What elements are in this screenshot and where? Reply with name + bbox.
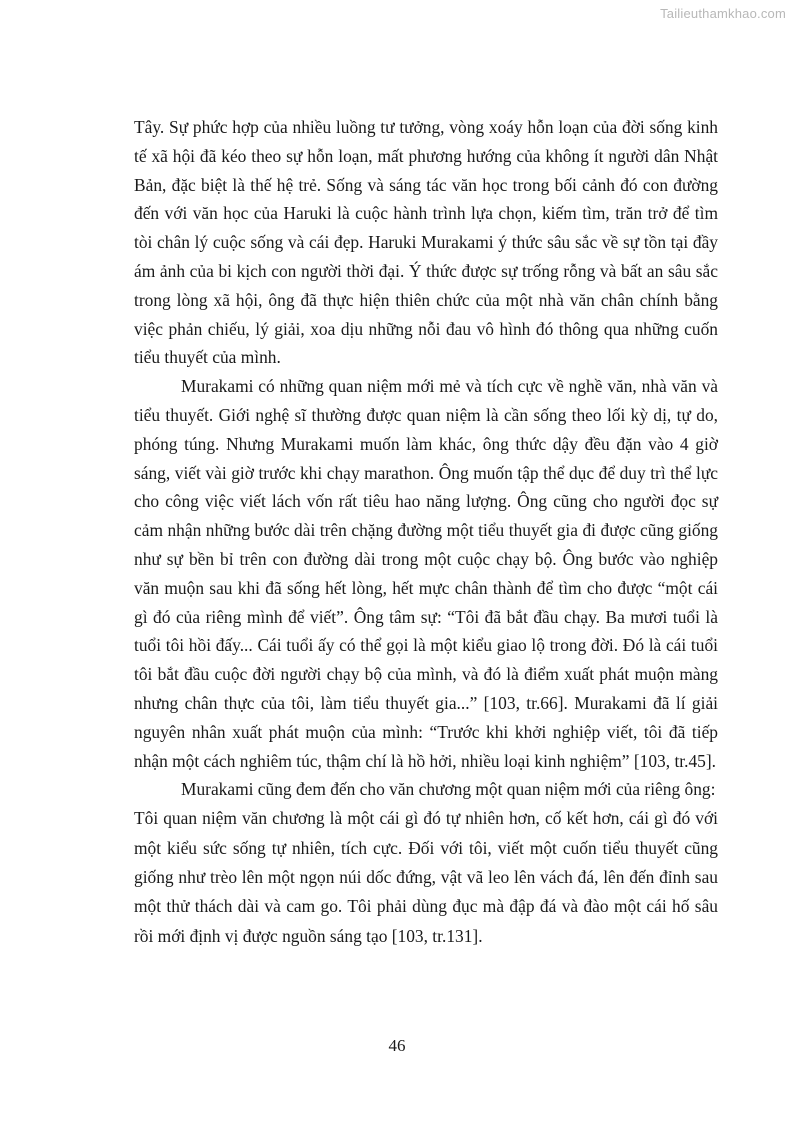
paragraph-3: Murakami cũng đem đến cho văn chương một quan niệm mới của riêng ông: [181, 779, 716, 800]
page-number: 46 [388, 1036, 406, 1055]
paragraph-2: Murakami có những quan niệm mới mẻ và tích cực về nghề văn, nhà văn và tiểu thuyết. Giới nghệ sĩ thường được quan niệm là cần sống theo lối kỳ dị, tự do, phóng túng. Nhưng Murakami muốn làm khác, ông thức dậy đều đặn vào 4 giờ sáng, viết vài giờ trước khi chạy marathon. Ông muốn tập thể dục để duy trì thể lực cho công việc viết lách vốn rất tiêu hao năng lượng. Ông cũng cho người đọc sự cảm nhận những bước dài trên chặng đường một tiểu thuyết gia đi được cũng giống như sự bền bỉ trên con đường dài trong một cuộc chạy bộ. Ông bước vào nghiệp văn muộn sau khi đã sống hết lòng, hết mực chân thành để tìm cho được “một cái gì đó của riêng mình để viết”. Ông tâm sự: “Tôi đã bắt đầu chạy. Ba mươi tuổi là tuổi tôi hồi đấy... Cái tuổi ấy có thể gọi là một kiểu giao lộ trong đời. Đó là cái tuổi tôi bắt đầu cuộc đời người chạy bộ của mình, và đó là điểm xuất phát muộn màng nhưng chân thực của tôi, làm tiểu thuyết gia...” [103, tr.66]. Murakami đã lí giải nguyên nhân xuất phát muộn của mình: “Trước khi khởi nghiệp viết, tôi đã tiếp nhận một cách nghiêm túc, thậm chí là hồ hởi, nhiều loại kinh nghiệm” [103, tr.45]. [134, 376, 718, 771]
watermark-text: Tailieuthamkhao.com [660, 6, 786, 21]
page-body [134, 113, 718, 951]
paragraph-1: Tây. Sự phức hợp của nhiều luồng tư tưởng, vòng xoáy hỗn loạn của đời sống kinh tế xã hội đã kéo theo sự hỗn loạn, mất phương hướng của không ít người dân Nhật Bản, đặc biệt là thế hệ trẻ. Sống và sáng tác văn học trong bối cảnh đó con đường đến với văn học của Haruki là cuộc hành trình lựa chọn, kiếm tìm, trăn trở để tìm tòi chân lý cuộc sống và cái đẹp. Haruki Murakami ý thức sâu sắc về sự tồn tại đầy ám ảnh của bi kịch con người thời đại. Ý thức được sự trống rỗng và bất an sâu sắc trong lòng xã hội, ông đã thực hiện thiên chức của một nhà văn chân chính bằng việc phản chiếu, lý giải, xoa dịu những nỗi đau vô hình đó thông qua những cuốn tiểu thuyết của mình. [134, 117, 718, 368]
block-quote: Tôi quan niệm văn chương là một cái gì đó tự nhiên hơn, cố kết hơn, cái gì đó với một kiểu sức sống tự nhiên, tích cực. Đối với tôi, viết một cuốn tiểu thuyết cũng giống như trèo lên một ngọn núi dốc đứng, vật vã leo lên vách đá, lên đến đỉnh sau một thử thách dài và cam go. Tôi phải dùng đục mà đập đá và đào một cái hố sâu rồi mới định vị được nguồn sáng tạo [103, tr.131]. [134, 808, 718, 946]
